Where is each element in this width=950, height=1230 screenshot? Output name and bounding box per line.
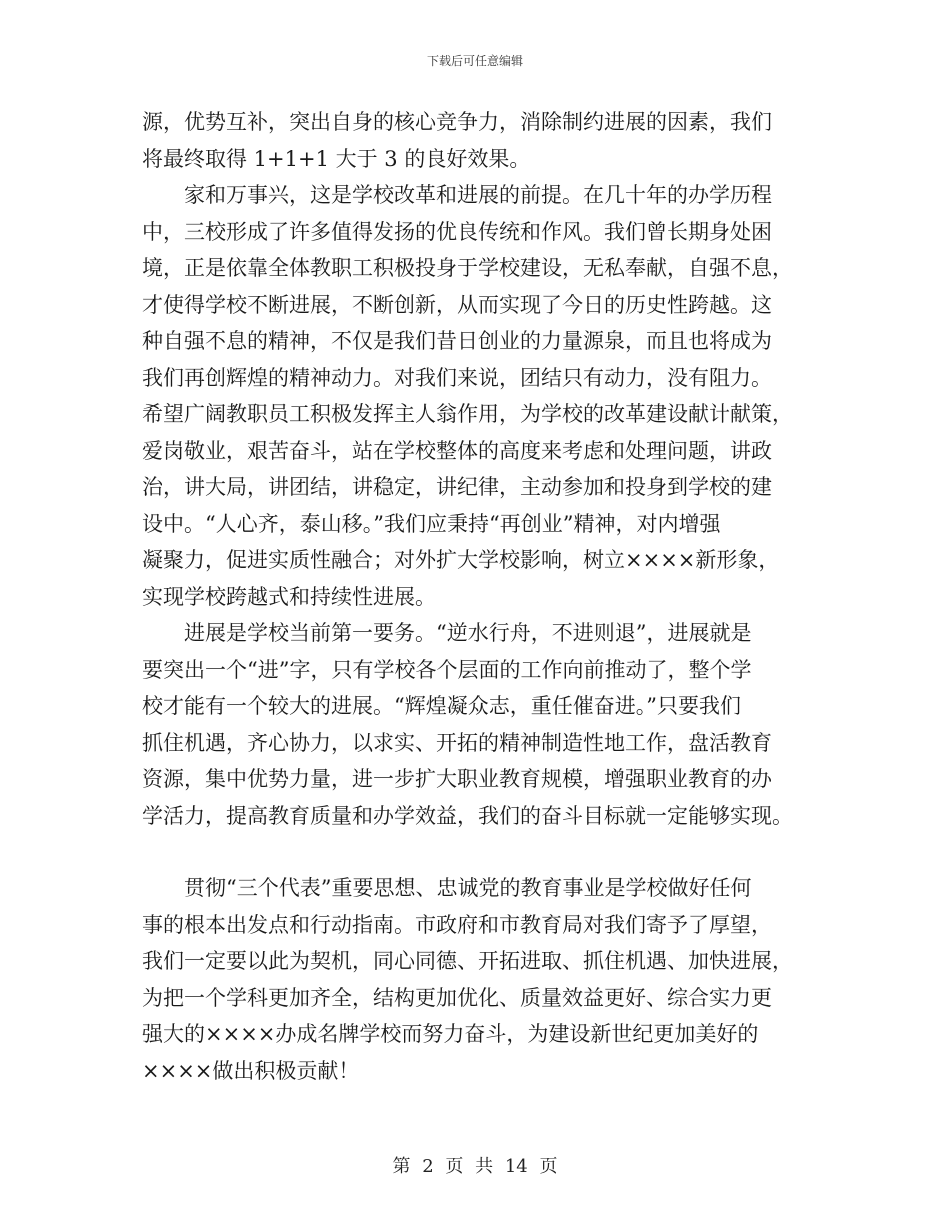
text-line: 种自强不息的精神，不仅是我们昔日创业的力量源泉，而且也将成为 <box>142 329 772 353</box>
paragraph-spacer <box>142 834 808 870</box>
document-body <box>142 104 808 1089</box>
text-line: 资源，集中优势力量，进一步扩大职业教育规模，增强职业教育的办 <box>142 767 772 791</box>
text-line: 我们再创辉煌的精神动力。对我们来说，团结只有动力，没有阻力。 <box>142 365 772 390</box>
text-line: 校才能有一个较大的进展。“辉煌凝众志，重任催奋进。”只要我们 <box>142 694 741 718</box>
text-line: 事的根本出发点和行动指南。市政府和市教育局对我们寄予了厚望， <box>142 912 772 937</box>
text-line: 希望广阔教职员工积极发挥主人翁作用，为学校的改革建设献计献策， <box>142 402 793 426</box>
text-line: 强大的××××办成名牌学校而努力奋斗，为建设新世纪更加美好的 <box>142 1022 759 1046</box>
text-line: 进展是学校当前第一要务。“逆水行舟，不进则退”，进展就是 <box>184 621 752 645</box>
paragraph-1 <box>142 104 808 177</box>
text-line: 家和万事兴，这是学校改革和进展的前提。在几十年的办学历程 <box>184 183 772 207</box>
text-line: 源，优势互补，突出自身的核心竞争力，消除制约进展的因素，我们 <box>142 110 772 134</box>
text-line: 凝聚力，促进实质性融合；对外扩大学校影响，树立××××新形象， <box>142 548 780 572</box>
paragraph-3 <box>142 615 808 834</box>
text-line: 将最终取得 1+1+1 大于 3 的良好效果。 <box>142 146 531 171</box>
page-header: 下载后可任意编辑 <box>426 54 523 68</box>
text-line: 才使得学校不断进展，不断创新，从而实现了今日的历史性跨越。这 <box>142 292 772 317</box>
page-number-footer: 第 2 页 共 14 页 <box>392 1156 558 1177</box>
paragraph-4 <box>142 870 808 1089</box>
text-line: ××××做出积极贡献！ <box>142 1058 360 1083</box>
text-line: 中，三校形成了许多值得发扬的优良传统和作风。我们曾长期身处困 <box>142 219 772 244</box>
text-line: 设中。“人心齐，泰山移。”我们应秉持“再创业”精神，对内增强 <box>142 511 721 536</box>
text-line: 学活力，提高教育质量和办学效益，我们的奋斗目标就一定能够实现。 <box>142 803 793 828</box>
text-line: 治，讲大局，讲团结，讲稳定，讲纪律，主动参加和投身到学校的建 <box>142 475 772 499</box>
text-line: 境，正是依靠全体教职工积极投身于学校建设，无私奉献，自强不息， <box>142 256 793 280</box>
text-line: 贯彻“三个代表”重要思想、忠诚党的教育事业是学校做好任何 <box>184 876 752 900</box>
text-line: 要突出一个“进”字，只有学校各个层面的工作向前推动了，整个学 <box>142 657 752 682</box>
text-line: 实现学校跨越式和持续性进展。 <box>142 584 436 609</box>
text-line: 为把一个学科更加齐全，结构更加优化、质量效益更好、综合实力更 <box>142 985 772 1010</box>
text-line: 我们一定要以此为契机，同心同德、开拓进取、抓住机遇、加快进展， <box>142 949 793 973</box>
paragraph-2 <box>142 177 808 615</box>
text-line: 爱岗敬业，艰苦奋斗，站在学校整体的高度来考虑和处理问题，讲政 <box>142 438 772 463</box>
text-line: 抓住机遇，齐心协力，以求实、开拓的精神制造性地工作，盘活教育 <box>142 730 772 755</box>
